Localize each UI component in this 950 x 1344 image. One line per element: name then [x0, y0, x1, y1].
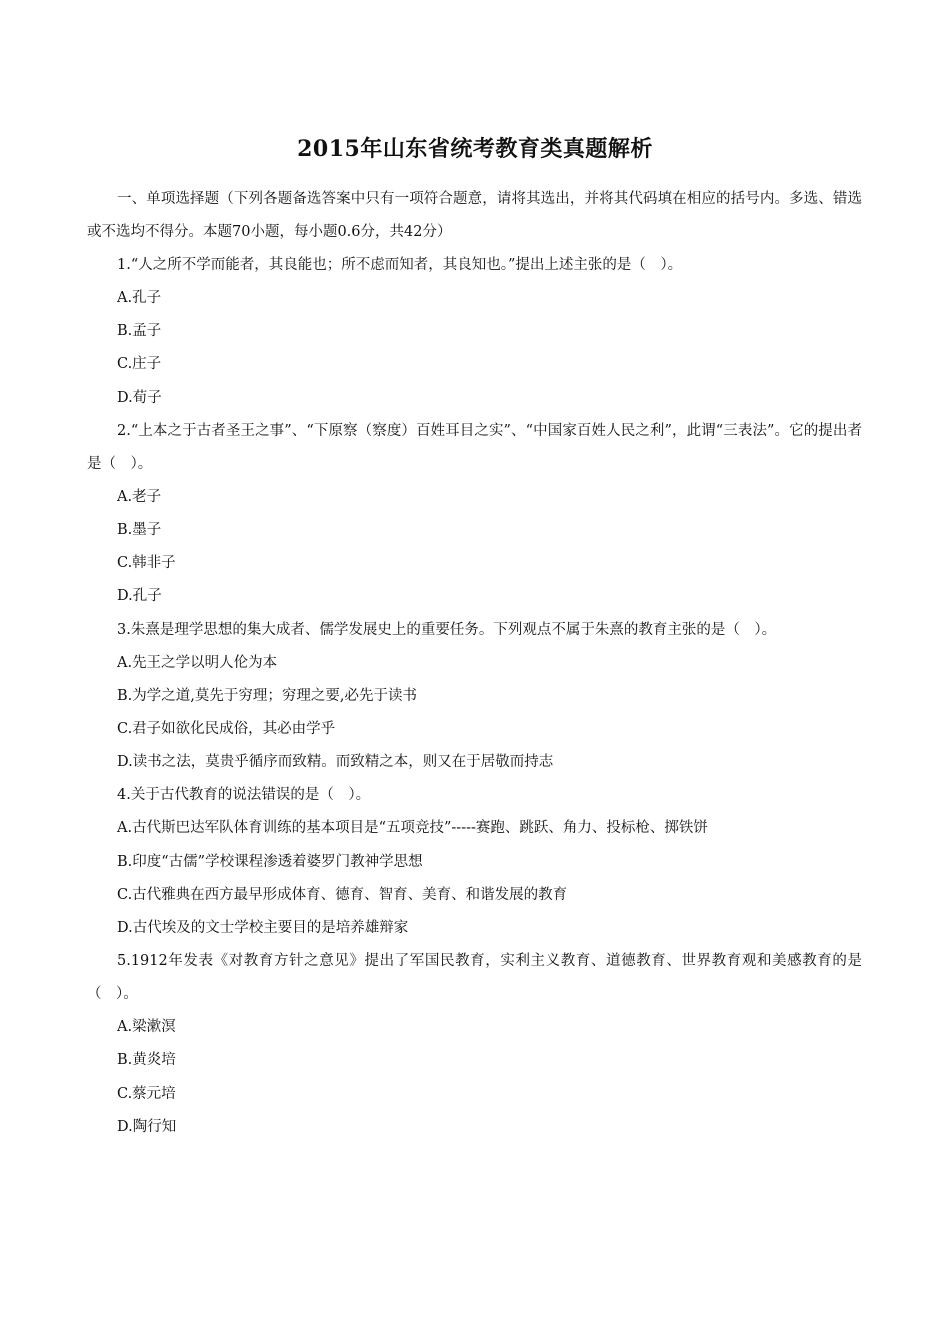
option-item: B.孟子: [117, 323, 162, 340]
option-item: D.孔子: [117, 588, 162, 605]
option-item: C.庄子: [117, 356, 162, 373]
question-stem: 1.“人之所不学而能者，其良能也；所不虑而知者，其良知也。”提出上述主张的是（ ）。: [117, 257, 683, 273]
option-item: A.孔子: [117, 290, 162, 306]
option-item: D.读书之法，莫贵乎循序而致精。而致精之本，则又在于居敬而持志: [117, 754, 554, 771]
option-item: A.梁漱溟: [117, 1019, 176, 1036]
option-item: B.印度“古儒”学校课程渗透着婆罗门教神学思想: [117, 853, 423, 870]
option-item: A.老子: [117, 488, 162, 505]
option-item: D.荀子: [117, 389, 162, 406]
question-stem: 5.1912年发表《对教育方针之意见》提出了军国民教育，实利主义教育、道德教育、世界教育观和美感教育的是（ ）。: [87, 953, 862, 1003]
option-item: C.古代雅典在西方最早形成体育、德育、智育、美育、和谐发展的教育: [117, 886, 568, 903]
option-item: D.古代埃及的文士学校主要目的是培养雄辩家: [117, 920, 409, 937]
document-title: 2015年山东省统考教育类真题解析: [297, 136, 653, 162]
option-item: C.韩非子: [117, 555, 176, 572]
option-item: B.黄炎培: [117, 1052, 176, 1069]
option-item: B.墨子: [117, 522, 162, 539]
option-item: D.陶行知: [117, 1118, 177, 1135]
option-item: C.蔡元培: [117, 1085, 176, 1102]
question-stem: 3.朱熹是理学思想的集大成者、儒学发展史上的重要任务。下列观点不属于朱熹的教育主张的是（ ）。: [117, 621, 777, 638]
option-item: C.君子如欲化民成俗，其必由学乎: [117, 721, 336, 738]
option-item: B.为学之道,莫先于穷理；穷理之要,必先于读书: [117, 687, 417, 704]
question-stem: 4.关于古代教育的说法错误的是（ ）。: [117, 787, 371, 804]
section-intro: 一、单项选择题（下列各题备选答案中只有一项符合题意，请将其选出，并将其代码填在相应的括号内。多选、错选或不选均不得分。本题70小题，每小题0.6分，共42分）: [87, 191, 862, 240]
option-item: A.先王之学以明人伦为本: [117, 654, 278, 671]
question-stem: 2.“上本之于古者圣王之事”、“下原察（察度）百姓耳目之实”、“中国家百姓人民之利”，此谓“三表法”。它的提出者是（ ）。: [87, 422, 862, 472]
option-item: A.古代斯巴达军队体育训练的基本项目是“五项竞技”-----赛跑、跳跃、角力、投标枪、掷铁饼: [117, 820, 708, 837]
document-body: [87, 183, 862, 1144]
